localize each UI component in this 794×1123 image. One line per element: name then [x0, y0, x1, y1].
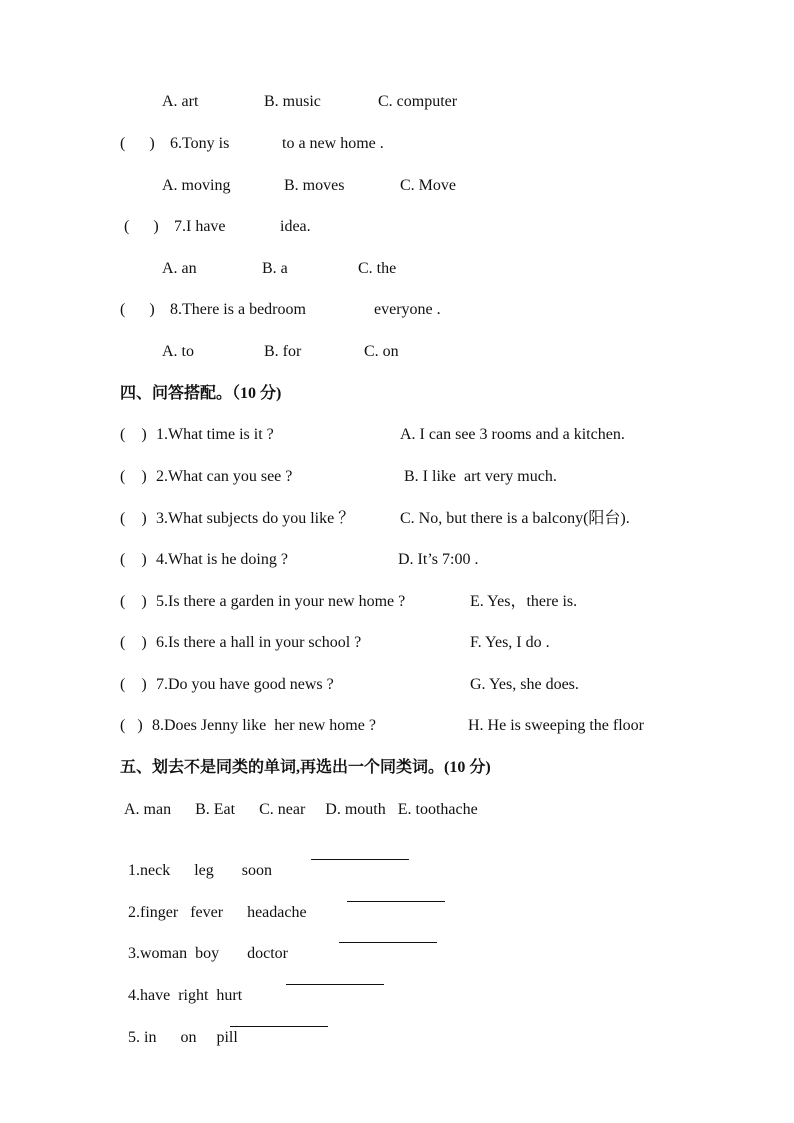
answer-blank-5[interactable]	[230, 1012, 328, 1027]
match-question-2: 2.What can you see ?	[156, 468, 293, 485]
q7-paren[interactable]: ( )	[124, 218, 159, 235]
q6-option-c: C. Move	[400, 177, 456, 194]
answer-blank-3[interactable]	[339, 928, 437, 943]
match-answer-f: F. Yes, I do .	[470, 634, 550, 651]
q7-option-c: C. the	[358, 260, 397, 277]
q8-text-after: everyone .	[374, 301, 441, 318]
word-group-2-words: 2.finger fever headache	[128, 904, 307, 921]
word-options: A. man B. Eat C. near D. mouth E. toothache	[124, 801, 478, 818]
match-question-4: 4.What is he doing ?	[156, 551, 288, 568]
word-group-1-words: 1.neck leg soon	[128, 862, 272, 879]
word-group-3	[120, 924, 288, 964]
match-question-1: 1.What time is it ?	[156, 426, 274, 443]
q5-option-a: A. art	[162, 93, 199, 110]
word-group-4	[120, 966, 242, 1006]
match-answer-e: E. Yes，there is.	[470, 593, 578, 610]
section-4-title: 四、问答搭配。（10 分)	[120, 385, 282, 402]
match-question-6: 6.Is there a hall in your school ?	[156, 634, 362, 651]
word-group-3-words: 3.woman boy doctor	[128, 945, 288, 962]
section-5-title: 五、划去不是同类的单词,再选出一个同类词。(10 分)	[120, 759, 491, 776]
answer-blank-4[interactable]	[286, 970, 384, 985]
q8-text-before: 8.There is a bedroom	[170, 301, 306, 318]
q7-text-after: idea.	[280, 218, 311, 235]
q6-text-before: 6.Tony is	[170, 135, 230, 152]
answer-blank-2[interactable]	[347, 887, 445, 902]
match-answer-h: H. He is sweeping the floor	[468, 717, 644, 734]
q5-option-b: B. music	[264, 93, 321, 110]
match-paren-4[interactable]: ( )	[120, 551, 147, 568]
word-group-4-words: 4.have right hurt	[128, 987, 243, 1004]
q7-option-b: B. a	[262, 260, 288, 277]
q7-option-a: A. an	[162, 260, 197, 277]
match-answer-b: B. I like art very much.	[404, 468, 557, 485]
match-answer-a: A. I can see 3 rooms and a kitchen.	[400, 426, 625, 443]
q6-option-b: B. moves	[284, 177, 345, 194]
word-group-5	[120, 1008, 238, 1048]
match-paren-6[interactable]: ( )	[120, 634, 147, 651]
answer-blank-1[interactable]	[311, 845, 409, 860]
match-question-8: 8.Does Jenny like her new home ?	[152, 717, 376, 734]
q6-paren[interactable]: ( )	[120, 135, 155, 152]
q8-option-a: A. to	[162, 343, 194, 360]
match-paren-2[interactable]: ( )	[120, 468, 147, 485]
q6-option-a: A. moving	[162, 177, 231, 194]
q5-option-c: C. computer	[378, 93, 458, 110]
match-question-5: 5.Is there a garden in your new home ?	[156, 593, 406, 610]
match-answer-g: G. Yes, she does.	[470, 676, 579, 693]
q6-text-after: to a new home .	[282, 135, 384, 152]
q8-paren[interactable]: ( )	[120, 301, 155, 318]
match-paren-1[interactable]: ( )	[120, 426, 147, 443]
word-group-2	[120, 883, 307, 923]
match-paren-5[interactable]: ( )	[120, 593, 147, 610]
match-answer-d: D. It’s 7:00 .	[398, 551, 479, 568]
word-group-5-words: 5. in on pill	[128, 1029, 238, 1046]
match-paren-8[interactable]: ( )	[120, 717, 143, 734]
word-group-1	[120, 841, 272, 881]
q8-option-b: B. for	[264, 343, 302, 360]
match-question-3: 3.What subjects do you like ？	[156, 510, 355, 527]
match-question-7: 7.Do you have good news ?	[156, 676, 334, 693]
q7-text-before: 7.I have	[174, 218, 226, 235]
q8-option-c: C. on	[364, 343, 399, 360]
match-paren-7[interactable]: ( )	[120, 676, 147, 693]
match-paren-3[interactable]: ( )	[120, 510, 147, 527]
match-answer-c: C. No, but there is a balcony(阳台).	[400, 510, 630, 527]
